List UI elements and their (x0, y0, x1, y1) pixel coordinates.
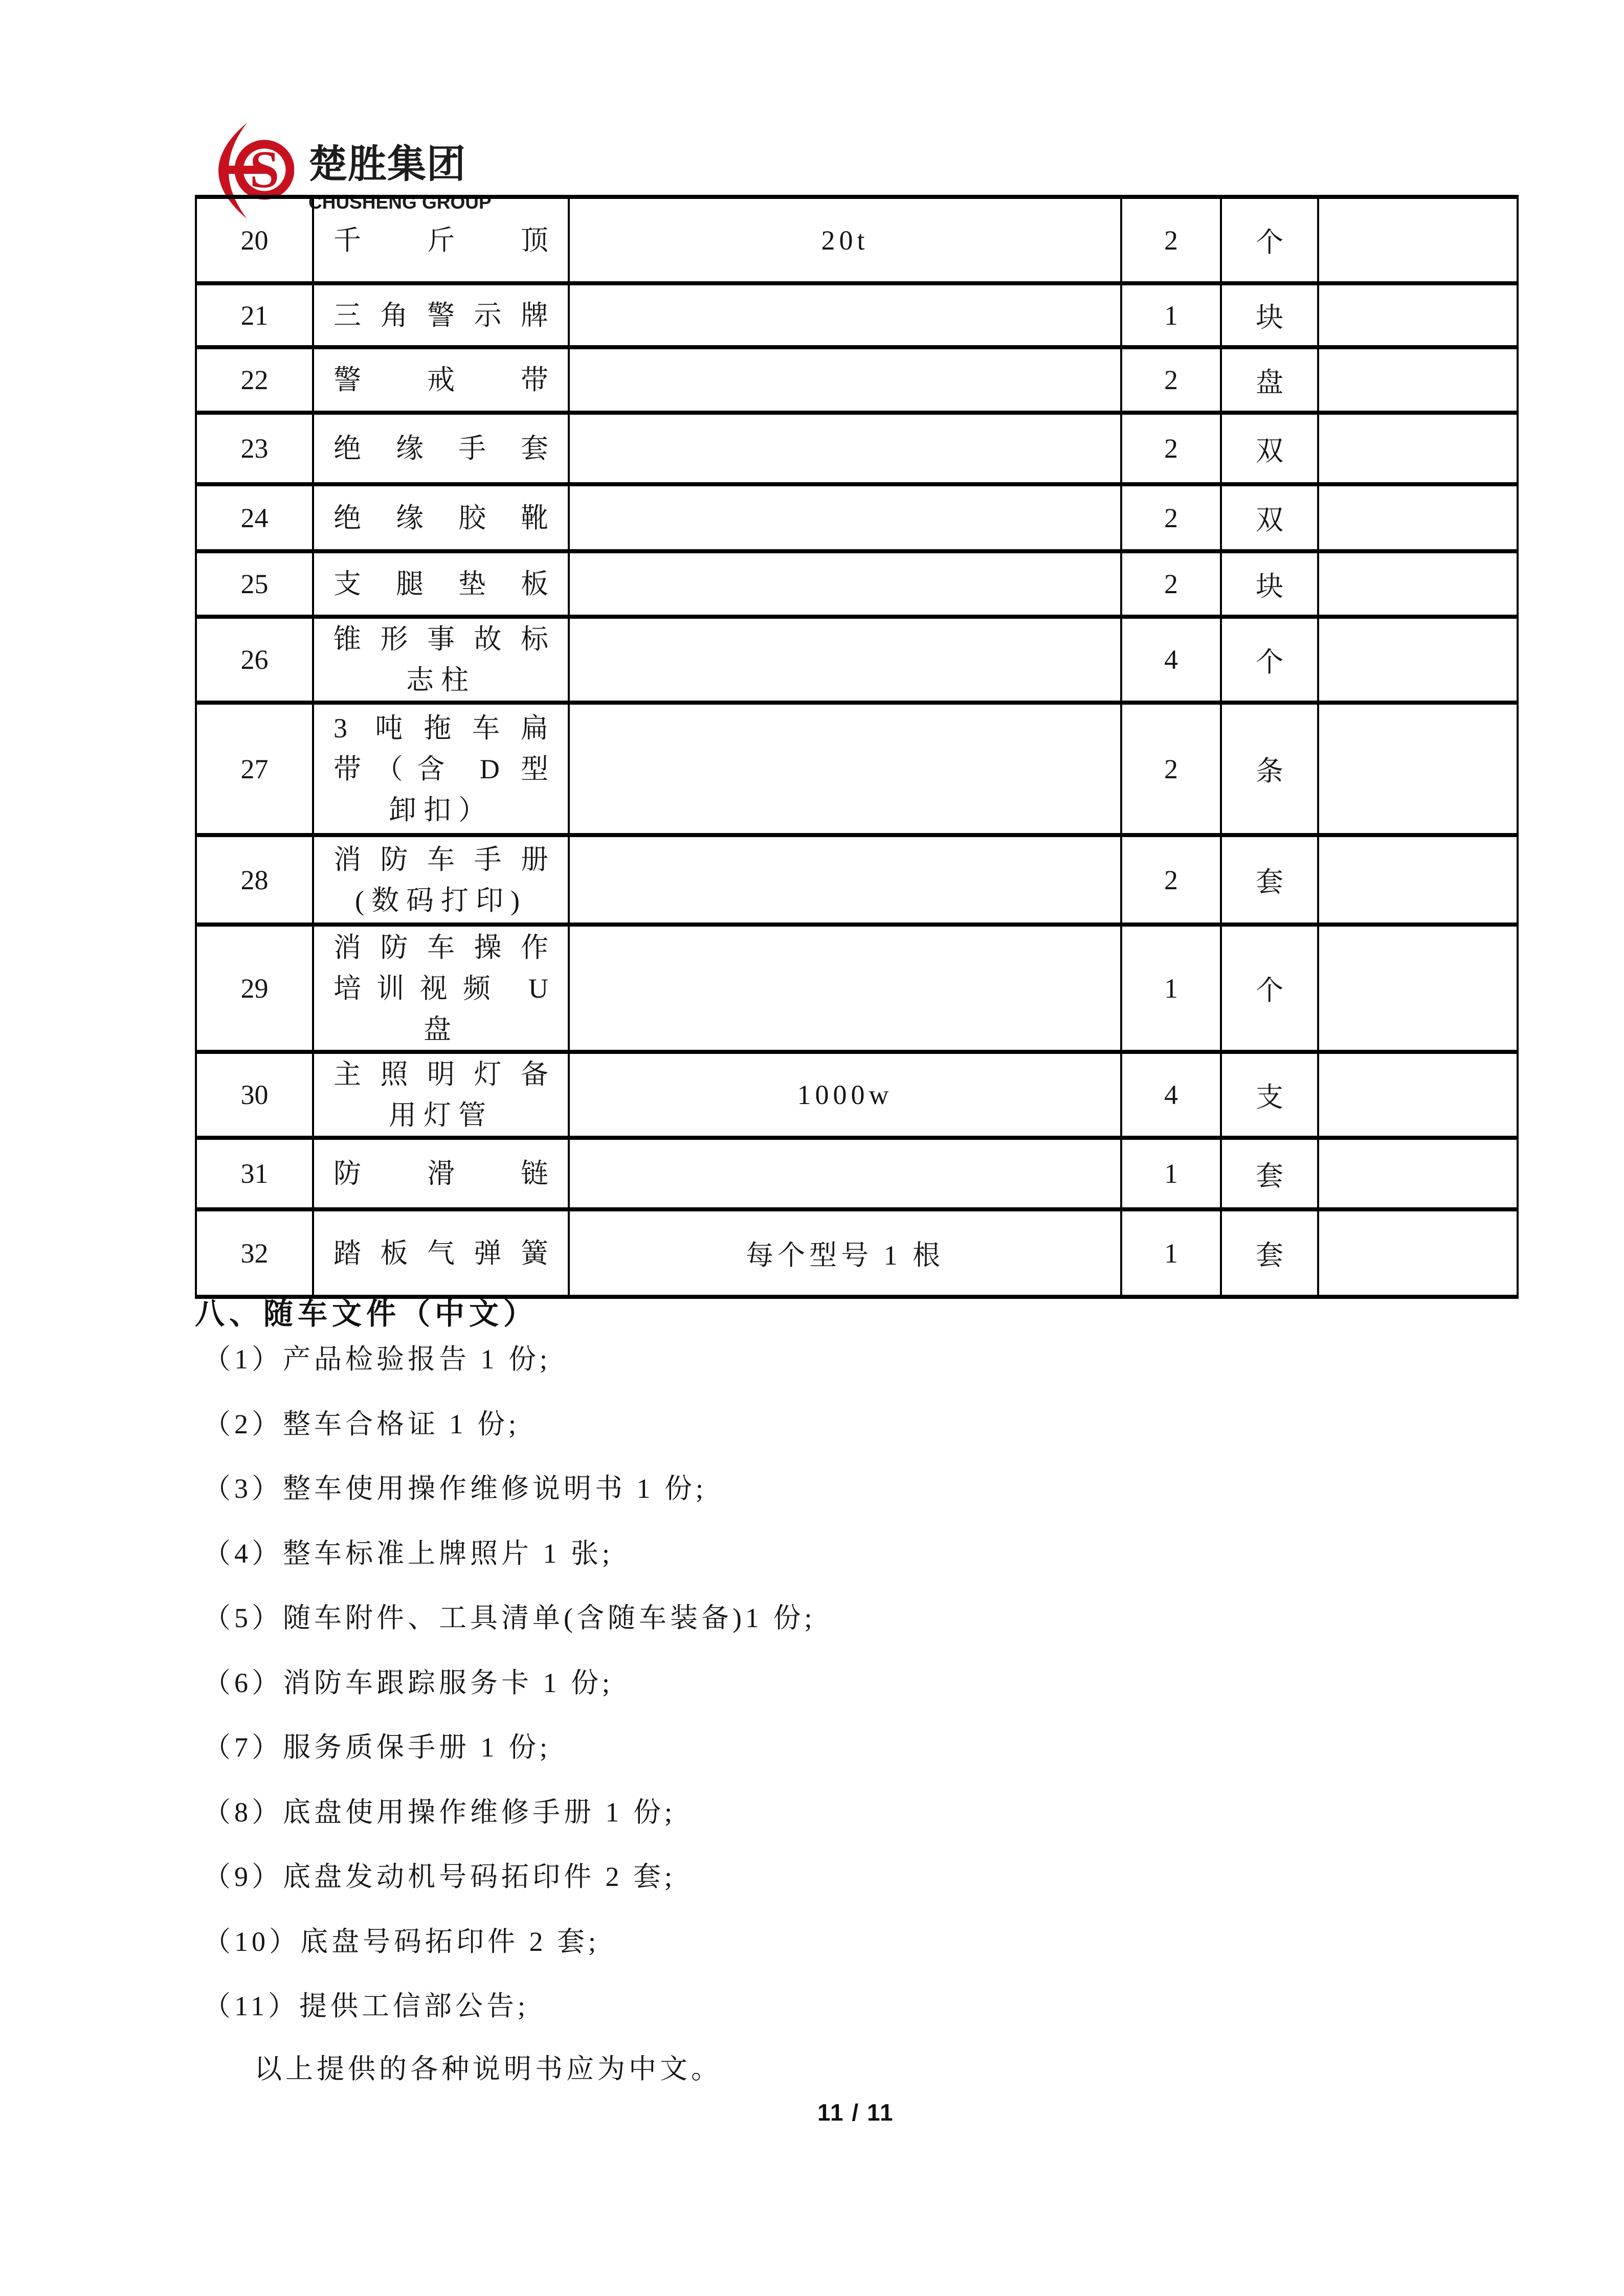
cell-note (1318, 1209, 1518, 1297)
cell-quantity: 1 (1121, 1209, 1221, 1297)
cell-spec (569, 347, 1121, 413)
document-list-item: （6）消防车跟踪服务卡 1 份; (203, 1668, 614, 1698)
table-row (196, 617, 1518, 703)
cell-note (1318, 197, 1518, 283)
cell-note (1318, 835, 1518, 925)
cell-item-name (313, 551, 569, 617)
cell-item-name (313, 484, 569, 551)
document-list-item: （1）产品检验报告 1 份; (203, 1344, 551, 1375)
item-name-line: 警戒带 (333, 365, 548, 395)
cell-index: 25 (196, 551, 313, 617)
cell-quantity: 4 (1121, 1052, 1221, 1138)
item-name-line: 培训视频 U (333, 973, 548, 1004)
item-name-line: 支腿垫板 (333, 569, 548, 599)
cell-item-name (313, 1138, 569, 1209)
item-name-line: 主照明灯备 (333, 1059, 548, 1090)
cell-index: 30 (196, 1052, 313, 1138)
cell-note (1318, 283, 1518, 347)
document-list-item: （10）底盘号码拓印件 2 套; (203, 1926, 600, 1957)
item-name-line: 用灯管 (389, 1100, 493, 1131)
item-name-line: 带（含 D 型 (333, 753, 548, 784)
closing-line: 以上提供的各种说明书应为中文。 (254, 2054, 722, 2084)
document-list-item: （3）整车使用操作维修说明书 1 份; (203, 1473, 707, 1504)
cell-quantity: 2 (1121, 347, 1221, 413)
item-name-line: 消防车操作 (333, 932, 548, 963)
section-title: 八、随车文件（中文） (195, 1297, 538, 1331)
cell-note (1318, 617, 1518, 703)
svg-text:S: S (250, 140, 279, 199)
cell-index: 20 (196, 197, 313, 283)
cell-note (1318, 925, 1518, 1052)
document-list-item: （9）底盘发动机号码拓印件 2 套; (203, 1861, 676, 1892)
cell-unit: 双 (1221, 413, 1318, 484)
cell-unit: 套 (1221, 1138, 1318, 1209)
item-name-line: 千斤顶 (333, 224, 548, 256)
item-name-line: 3 吨拖车扁 (333, 712, 548, 744)
cell-quantity: 2 (1121, 703, 1221, 835)
cell-index: 26 (196, 617, 313, 703)
cell-quantity: 2 (1121, 197, 1221, 283)
cell-item-name (313, 197, 569, 283)
cell-item-name (313, 347, 569, 413)
cell-spec: 20t (569, 197, 1121, 283)
cell-unit: 条 (1221, 703, 1318, 835)
company-name-en: CHUSHENG GROUP (308, 192, 492, 213)
document-list-item: （4）整车标准上牌照片 1 张; (203, 1538, 614, 1569)
cell-index: 24 (196, 484, 313, 551)
cell-item-name (313, 1052, 569, 1138)
cell-note (1318, 1052, 1518, 1138)
cell-item-name (313, 1209, 569, 1297)
cell-unit: 支 (1221, 1052, 1318, 1138)
document-list-item: （2）整车合格证 1 份; (203, 1409, 520, 1439)
cell-spec (569, 1138, 1121, 1209)
cell-index: 21 (196, 283, 313, 347)
cell-note (1318, 551, 1518, 617)
cell-quantity: 2 (1121, 413, 1221, 484)
item-name-line: (数码打印) (355, 885, 527, 916)
cell-spec: 1000w (569, 1052, 1121, 1138)
cell-index: 22 (196, 347, 313, 413)
cell-quantity: 1 (1121, 283, 1221, 347)
cell-quantity: 2 (1121, 835, 1221, 925)
cell-spec: 每个型号 1 根 (569, 1209, 1121, 1297)
table-row (196, 484, 1518, 551)
document-list-item: （7）服务质保手册 1 份; (203, 1732, 551, 1763)
cell-quantity: 2 (1121, 551, 1221, 617)
cell-quantity: 4 (1121, 617, 1221, 703)
cell-index: 23 (196, 413, 313, 484)
cell-spec (569, 925, 1121, 1052)
item-name-line: 卸扣） (389, 794, 493, 825)
cell-note (1318, 703, 1518, 835)
cell-unit: 块 (1221, 551, 1318, 617)
cell-unit: 块 (1221, 283, 1318, 347)
cell-unit: 个 (1221, 925, 1318, 1052)
cell-spec (569, 551, 1121, 617)
item-name-line: 盘 (424, 1014, 458, 1045)
cell-item-name (313, 413, 569, 484)
cell-index: 29 (196, 925, 313, 1052)
table-row (196, 197, 1518, 283)
cell-unit: 套 (1221, 1209, 1318, 1297)
table-row (196, 1209, 1518, 1297)
cell-quantity: 1 (1121, 925, 1221, 1052)
cell-unit: 套 (1221, 835, 1318, 925)
item-name-line: 志柱 (406, 665, 476, 695)
table-row (196, 551, 1518, 617)
document-list-item: （8）底盘使用操作维修手册 1 份; (203, 1797, 676, 1828)
item-name-line: 踏板气弹簧 (333, 1237, 548, 1269)
cell-note (1318, 347, 1518, 413)
cell-index: 32 (196, 1209, 313, 1297)
cell-spec (569, 283, 1121, 347)
cell-spec (569, 484, 1121, 551)
item-name-line: 防滑链 (333, 1158, 548, 1189)
cell-unit: 个 (1221, 617, 1318, 703)
cell-unit: 个 (1221, 197, 1318, 283)
table-row (196, 925, 1518, 1052)
cell-quantity: 2 (1121, 484, 1221, 551)
table-row (196, 1138, 1518, 1209)
company-name-cn: 楚胜集团 (308, 143, 466, 186)
document-list-item: （5）随车附件、工具清单(含随车装备)1 份; (203, 1603, 816, 1633)
cell-spec (569, 617, 1121, 703)
table-row (196, 413, 1518, 484)
cell-index: 27 (196, 703, 313, 835)
cell-quantity: 1 (1121, 1138, 1221, 1209)
item-name-line: 绝缘胶靴 (333, 502, 548, 533)
table-row (196, 1052, 1518, 1138)
page-number: 11 / 11 (817, 2099, 894, 2126)
cell-spec (569, 703, 1121, 835)
item-name-line: 消防车手册 (333, 844, 548, 875)
table-row (196, 347, 1518, 413)
cell-unit: 双 (1221, 484, 1318, 551)
cell-unit: 盘 (1221, 347, 1318, 413)
table-row (196, 703, 1518, 835)
cell-item-name (313, 283, 569, 347)
cell-item-name (313, 925, 569, 1052)
item-name-line: 三角警示牌 (333, 300, 548, 331)
item-name-line: 锥形事故标 (333, 624, 548, 655)
cell-note (1318, 413, 1518, 484)
cell-index: 31 (196, 1138, 313, 1209)
equipment-table (195, 195, 1519, 1299)
cell-index: 28 (196, 835, 313, 925)
cell-note (1318, 484, 1518, 551)
document-list-item: （11）提供工信部公告; (203, 1991, 529, 2021)
cell-note (1318, 1138, 1518, 1209)
cell-spec (569, 413, 1121, 484)
table-row (196, 283, 1518, 347)
cell-item-name (313, 835, 569, 925)
table-row (196, 835, 1518, 925)
cell-item-name (313, 617, 569, 703)
cell-spec (569, 835, 1121, 925)
cell-item-name (313, 703, 569, 835)
item-name-line: 绝缘手套 (333, 433, 548, 464)
